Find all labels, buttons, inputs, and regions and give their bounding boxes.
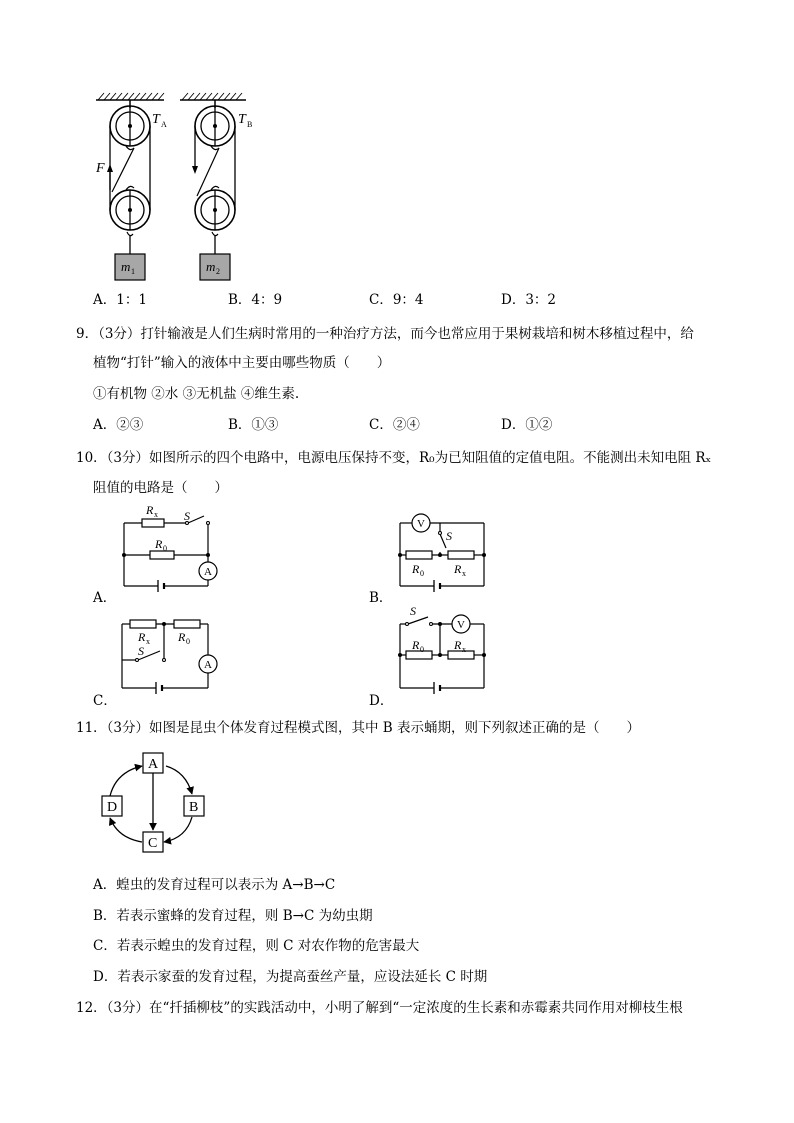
svg-text:A: A bbox=[204, 659, 212, 671]
q10-option-c[interactable]: C． bbox=[93, 693, 117, 709]
q11-option-d[interactable]: D．若表示家蚕的发育过程，为提高蚕丝产量，应设法延长 C 时期 bbox=[93, 969, 488, 985]
q9-option-a[interactable]: A．②③ bbox=[93, 417, 144, 433]
tb-sub: B bbox=[247, 120, 253, 129]
q8-option-d[interactable]: D．3：2 bbox=[501, 292, 557, 308]
node-c: C bbox=[148, 836, 158, 851]
q9-option-b[interactable]: B．①③ bbox=[228, 417, 279, 433]
svg-text:R: R bbox=[155, 537, 163, 551]
q11-stem: 11．（3分）如图是昆虫个体发育过程模式图，其中 B 表示蛹期，则下列叙述正确的是（ ） bbox=[76, 720, 641, 736]
m2-label: m bbox=[206, 259, 216, 274]
svg-text:x: x bbox=[146, 637, 150, 646]
svg-text:x: x bbox=[462, 569, 466, 578]
q10-option-b[interactable]: B． bbox=[369, 590, 393, 606]
svg-text:R: R bbox=[178, 630, 186, 644]
q8-option-b[interactable]: B．4：9 bbox=[228, 292, 283, 308]
svg-text:V: V bbox=[417, 518, 425, 530]
svg-text:0: 0 bbox=[163, 544, 167, 553]
svg-text:V: V bbox=[457, 619, 465, 631]
ta-label: T bbox=[152, 112, 160, 127]
m2-sub: 2 bbox=[216, 267, 220, 276]
svg-text:A: A bbox=[204, 566, 212, 578]
q10-stem-line1: 10．（3分）如图所示的四个电路中，电源电压保持不变，R₀为已知阻值的定值电阻。不能测出未知电阻 Rₓ bbox=[76, 450, 712, 466]
node-b: B bbox=[189, 800, 199, 815]
svg-text:x: x bbox=[154, 510, 158, 519]
svg-text:x: x bbox=[462, 645, 466, 654]
node-a: A bbox=[148, 757, 159, 772]
q11-option-b[interactable]: B．若表示蜜蜂的发育过程，则 B→C 为幼虫期 bbox=[93, 908, 373, 924]
ta-sub: A bbox=[161, 120, 167, 129]
svg-text:R: R bbox=[138, 630, 146, 644]
tb-label: T bbox=[238, 112, 246, 127]
q9-option-d[interactable]: D．①② bbox=[501, 417, 553, 433]
q10-stem-line2: 阻值的电路是（ ） bbox=[93, 480, 228, 496]
q11-option-c[interactable]: C．若表示蝗虫的发育过程，则 C 对农作物的危害最大 bbox=[93, 938, 420, 954]
q9-option-c[interactable]: C．②④ bbox=[369, 417, 420, 433]
svg-text:S: S bbox=[410, 604, 416, 618]
node-d: D bbox=[107, 800, 118, 815]
q8-option-a[interactable]: A．1：1 bbox=[93, 292, 147, 308]
m1-sub: 1 bbox=[131, 267, 135, 276]
q9-stem-line1: 9．（3分）打针输液是人们生病时常用的一种治疗方法，而今也常应用于果树栽培和树木移植过程中，给 bbox=[76, 326, 694, 342]
m1-label: m bbox=[121, 259, 131, 274]
q10-option-a[interactable]: A． bbox=[93, 590, 117, 606]
svg-text:0: 0 bbox=[186, 637, 190, 646]
svg-text:S: S bbox=[138, 644, 144, 658]
q11-option-a[interactable]: A．蝗虫的发育过程可以表示为 A→B→C bbox=[93, 877, 336, 893]
svg-text:0: 0 bbox=[420, 569, 424, 578]
svg-text:R: R bbox=[146, 503, 154, 517]
svg-text:S: S bbox=[446, 529, 452, 543]
svg-text:R: R bbox=[454, 562, 462, 576]
q12-stem: 12．（3分）在“扦插柳枝”的实践活动中，小明了解到“一定浓度的生长素和赤霉素共同作用对柳枝生根 bbox=[76, 1000, 683, 1016]
q9-items: ①有机物 ②水 ③无机盐 ④维生素. bbox=[93, 386, 300, 402]
svg-text:R: R bbox=[412, 638, 420, 652]
f-label: F bbox=[96, 161, 105, 176]
q10-option-d[interactable]: D． bbox=[369, 693, 394, 709]
q9-stem-line2: 植物“打针”输入的液体中主要由哪些物质（ ） bbox=[93, 355, 391, 371]
svg-text:0: 0 bbox=[420, 645, 424, 654]
svg-text:R: R bbox=[454, 638, 462, 652]
svg-text:S: S bbox=[184, 509, 190, 523]
svg-text:R: R bbox=[412, 562, 420, 576]
q8-option-c[interactable]: C．9：4 bbox=[369, 292, 424, 308]
